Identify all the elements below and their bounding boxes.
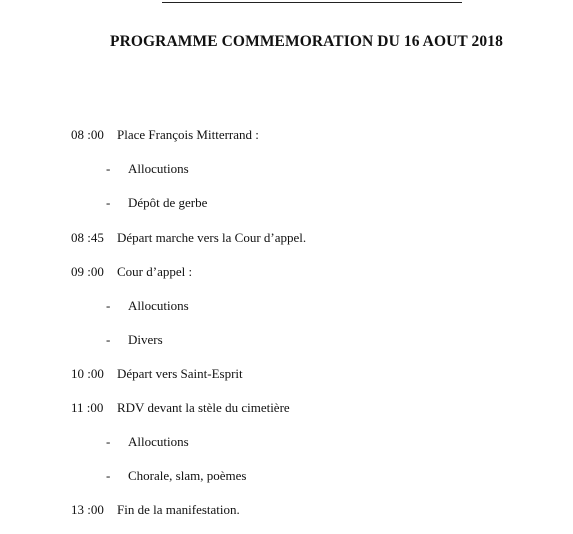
bullet-dash: - bbox=[106, 434, 111, 449]
subitem-text: Allocutions bbox=[128, 161, 189, 176]
schedule-subitem bbox=[106, 195, 207, 211]
entry-time: 13 :00 bbox=[71, 502, 104, 517]
subitem-text: Divers bbox=[128, 332, 163, 347]
schedule-entry bbox=[71, 127, 259, 143]
subitem-text: Allocutions bbox=[128, 434, 189, 449]
entry-text: Place François Mitterrand : bbox=[117, 127, 259, 142]
bullet-dash: - bbox=[106, 332, 111, 347]
entry-text: Fin de la manifestation. bbox=[117, 502, 240, 517]
schedule-subitem bbox=[106, 434, 189, 450]
subitem-text: Dépôt de gerbe bbox=[128, 195, 208, 210]
bullet-dash: - bbox=[106, 161, 111, 176]
schedule-entry bbox=[71, 366, 243, 382]
entry-time: 11 :00 bbox=[71, 400, 104, 415]
bullet-dash: - bbox=[106, 195, 111, 210]
subitem-text: Allocutions bbox=[128, 298, 189, 313]
schedule-subitem bbox=[106, 468, 246, 484]
schedule-entry bbox=[71, 400, 290, 416]
entry-time: 08 :45 bbox=[71, 230, 104, 245]
subitem-text: Chorale, slam, poèmes bbox=[128, 468, 247, 483]
top-rule bbox=[162, 2, 462, 3]
entry-text: Départ marche vers la Cour d’appel. bbox=[117, 230, 307, 245]
bullet-dash: - bbox=[106, 468, 111, 483]
schedule-subitem bbox=[106, 332, 163, 348]
document-title: PROGRAMME COMMEMORATION DU 16 AOUT 2018 bbox=[110, 33, 503, 50]
entry-time: 08 :00 bbox=[71, 127, 104, 142]
entry-time: 09 :00 bbox=[71, 264, 104, 279]
entry-text: RDV devant la stèle du cimetière bbox=[117, 400, 290, 415]
schedule-entry bbox=[71, 230, 306, 246]
entry-text: Cour d’appel : bbox=[117, 264, 193, 279]
entry-time: 10 :00 bbox=[71, 366, 104, 381]
schedule-entry bbox=[71, 264, 192, 280]
schedule-subitem bbox=[106, 161, 189, 177]
bullet-dash: - bbox=[106, 298, 111, 313]
entry-text: Départ vers Saint-Esprit bbox=[117, 366, 243, 381]
schedule-subitem bbox=[106, 298, 189, 314]
schedule-entry bbox=[71, 502, 240, 518]
